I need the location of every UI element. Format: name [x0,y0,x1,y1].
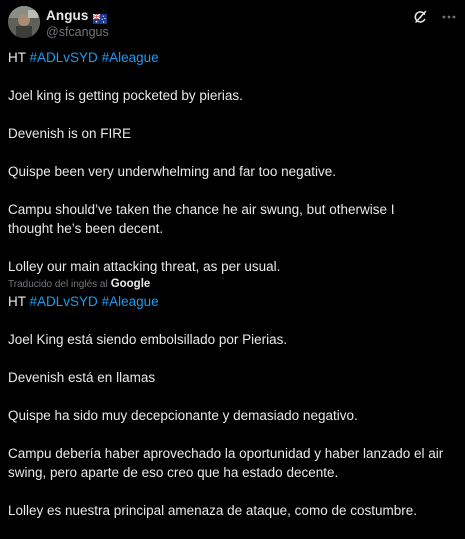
user-names [46,7,109,39]
tweet-header [8,6,457,42]
translated-headline [8,292,457,311]
translated-paragraph-3: Quispe ha sido muy decepcionante y demasiado negativo. [8,408,358,423]
tweet-body [8,48,457,520]
original-paragraph-2: Devenish is on FIRE [8,126,132,141]
ht-prefix: HT [8,50,30,65]
original-headline [8,48,457,67]
translated-paragraph-4-line-2: swing, pero aparte de eso creo que ha estado decente. [8,465,339,480]
user-handle[interactable]: @sfcangus [46,25,109,39]
ht-prefix-translated: HT [8,294,30,309]
hashtag-adlvsyd-translated[interactable]: #ADLvSYD [29,294,98,309]
hashtag-aleague-translated[interactable]: #Aleague [101,294,159,309]
google-logo-text: Google [110,278,151,290]
display-name-row [46,7,109,24]
original-paragraph-3: Quispe been very underwhelming and far too negative. [8,164,336,179]
hashtag-adlvsyd[interactable]: #ADLvSYD [29,50,98,65]
translation-label: Traducido del inglés al [8,278,108,290]
translated-paragraph-2: Devenish está en llamas [8,370,156,385]
more-options-icon[interactable] [441,10,457,24]
translated-paragraph-1: Joel King está siendo embolsillado por Pierias. [8,332,288,347]
original-paragraph-4-line-2: thought he’s been decent. [8,221,164,236]
original-paragraph-5: Lolley our main attacking threat, as per usual. [8,259,281,274]
australia-flag-icon [93,11,107,21]
original-paragraph-1: Joel king is getting pocketed by pierias. [8,88,243,103]
translated-paragraph-5: Lolley es nuestra principal amenaza de ataque, como de costumbre. [8,503,417,518]
translated-paragraph-4-line-1: Campu debería haber aprovechado la oportunidad y haber lanzado el air [8,446,444,461]
original-paragraph-4-line-1: Campu should’ve taken the chance he air swung, but otherwise I [8,202,395,217]
hashtag-aleague[interactable]: #Aleague [101,50,159,65]
avatar[interactable] [8,6,40,38]
display-name[interactable]: Angus [46,8,89,23]
translation-note[interactable] [8,276,457,292]
grok-icon[interactable] [413,10,427,24]
